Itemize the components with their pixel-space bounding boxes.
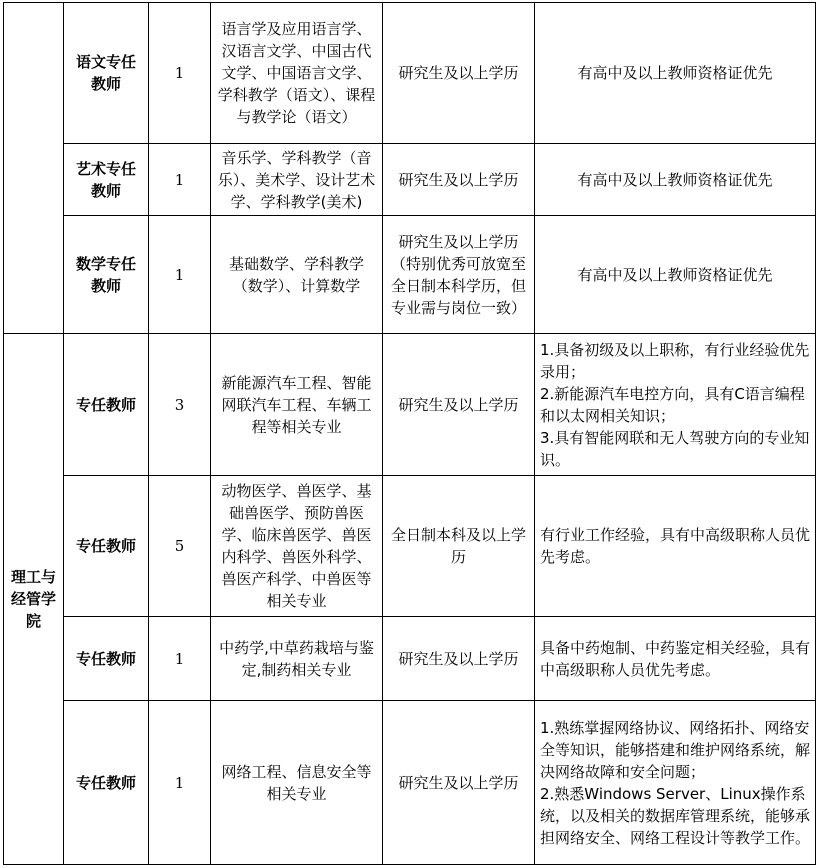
- count-cell: 1: [149, 3, 211, 144]
- education-cell: 研究生及以上学历: [383, 701, 535, 865]
- major-cell: 中药学,中草药栽培与鉴定,制药相关专业: [211, 617, 383, 701]
- table-row: [4, 216, 816, 334]
- education-cell: 研究生及以上学历（特别优秀可放宽至全日制本科学历，但专业需与岗位一致）: [383, 216, 535, 334]
- requirements-cell: [535, 617, 816, 701]
- requirement-line: 2.熟悉Windows Server、Linux操作系统，以及相关的数据库管理系统，能够承担网络安全、网络工程设计等教学工作。: [540, 784, 811, 847]
- position-cell: 专任教师: [64, 701, 149, 865]
- position-cell: 语文专任教师: [64, 3, 149, 144]
- requirement-line: 具备中药炮制、中药鉴定相关经验，具有中高级职称人员优先考虑。: [540, 638, 811, 679]
- requirements-cell: [535, 476, 816, 617]
- major-cell: 音乐学、学科教学（音乐）、美术学、设计艺术学、学科教学(美术): [211, 144, 383, 216]
- recruitment-table: [3, 2, 816, 865]
- requirement-line: 有高中及以上教师资格证优先: [577, 170, 773, 189]
- education-cell: 全日制本科及以上学历: [383, 476, 535, 617]
- table-row: [4, 476, 816, 617]
- requirement-line: 有行业工作经验，具有中高级职称人员优先考虑。: [540, 526, 811, 566]
- education-cell: 研究生及以上学历: [383, 144, 535, 216]
- requirements-cell: [535, 701, 816, 865]
- count-cell: 1: [149, 144, 211, 216]
- count-cell: 1: [149, 617, 211, 701]
- major-cell: 网络工程、信息安全等相关专业: [211, 701, 383, 865]
- position-cell: 艺术专任教师: [64, 144, 149, 216]
- requirements-cell: [535, 3, 816, 144]
- count-cell: 1: [149, 701, 211, 865]
- table-row: [4, 701, 816, 865]
- education-cell: 研究生及以上学历: [383, 617, 535, 701]
- position-cell: 数学专任教师: [64, 216, 149, 334]
- count-cell: 1: [149, 216, 211, 334]
- requirements-cell: [535, 144, 816, 216]
- requirement-line: 有高中及以上教师资格证优先: [577, 265, 773, 284]
- requirements-cell: [535, 334, 816, 476]
- count-cell: 3: [149, 334, 211, 476]
- requirement-line: 1.熟练掌握网络协议、网络拓扑、网络安全等知识，能够搭建和维护网络系统，解决网络故障和安全问题；: [540, 718, 811, 781]
- requirements-cell: [535, 216, 816, 334]
- major-cell: 新能源汽车工程、智能网联汽车工程、车辆工程等相关专业: [211, 334, 383, 476]
- position-cell: 专任教师: [64, 334, 149, 476]
- major-cell: 语言学及应用语言学、汉语言文学、中国古代文学、中国语言文学、学科教学（语文）、课程与教学论（语文）: [211, 3, 383, 144]
- education-cell: 研究生及以上学历: [383, 3, 535, 144]
- major-cell: 动物医学、兽医学、基础兽医学、预防兽医学、临床兽医学、兽医内科学、兽医外科学、兽医产科学、中兽医等相关专业: [211, 476, 383, 617]
- position-cell: 专任教师: [64, 617, 149, 701]
- position-cell: 专任教师: [64, 476, 149, 617]
- count-cell: 5: [149, 476, 211, 617]
- department-cell-blank: [4, 3, 64, 334]
- table-row: [4, 617, 816, 701]
- major-cell: 基础数学、学科教学（数学）、计算数学: [211, 216, 383, 334]
- requirement-line: 有高中及以上教师资格证优先: [577, 64, 773, 82]
- requirement-line: 3.具有智能网联和无人驾驶方向的专业知识。: [540, 428, 810, 469]
- department-cell: 理工与经管学院: [4, 334, 64, 865]
- table-row: [4, 144, 816, 216]
- table-row: [4, 3, 816, 144]
- requirement-line: 2.新能源汽车电控方向，具有C语言编程和以太网相关知识；: [540, 384, 805, 425]
- education-cell: 研究生及以上学历: [383, 334, 535, 476]
- requirement-line: 1.具备初级及以上职称，有行业经验优先录用；: [540, 340, 810, 381]
- table-row: [4, 334, 816, 476]
